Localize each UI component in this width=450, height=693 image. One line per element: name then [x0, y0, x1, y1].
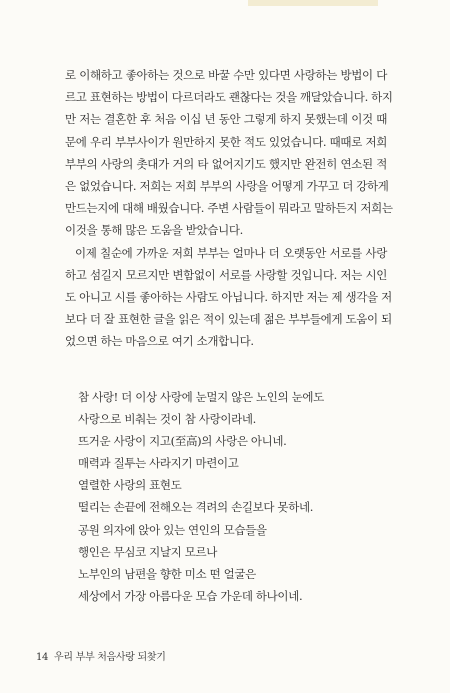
text-line: 만 저는 결혼한 후 처음 이십 년 동안 그렇게 하지 못했는데 이것 때: [65, 112, 387, 127]
poem-line: 열렬한 사랑의 표현도: [78, 478, 182, 493]
text-line: 도 아니고 시를 좋아하는 사람도 아닙니다. 하지만 저는 제 생각을 저: [65, 290, 392, 305]
poem-line: 매력과 질투는 사라지기 마련이고: [78, 456, 239, 471]
text-line: 은 없었습니다. 저희는 저희 부부의 사랑을 어떻게 가꾸고 더 강하게: [65, 179, 389, 194]
text-line: 만드는지에 대해 배웠습니다. 주변 사람들이 뭐라고 말하든지 저희는: [65, 201, 393, 216]
text-line: 부부의 사랑의 촛대가 거의 타 없어지기도 했지만 완전히 연소된 적: [65, 156, 387, 171]
page-footer: [36, 648, 166, 663]
body-text: [65, 64, 393, 353]
poem-line: 사랑으로 비춰는 것이 참 사랑이라네.: [78, 412, 256, 427]
page-number: 14: [36, 652, 49, 663]
text-line: 었으면 하는 마음으로 여기 소개합니다.: [65, 334, 254, 349]
poem-line: 세상에서 가장 아름다운 모습 가운데 하나이네.: [78, 588, 303, 603]
poem: [78, 386, 378, 607]
poem-line: 떨리는 손끝에 전해오는 격려의 손길보다 못하네.: [78, 500, 314, 515]
text-line: 로 이해하고 좋아하는 것으로 바꿀 수만 있다면 사랑하는 방법이 다: [65, 68, 387, 82]
poem-line: 노부인의 남편을 향한 미소 떤 얼굴은: [78, 566, 256, 581]
text-line: 르고 표현하는 방법이 다르더라도 괜찮다는 것을 깨달았습니다. 하지: [65, 90, 393, 105]
header-decoration: [248, 0, 378, 6]
text-line: 보다 더 잘 표현한 글을 읽은 적이 있는데 젊은 부부들에게 도움이 되: [65, 312, 392, 327]
poem-line: 뜨거운 사랑이 지고(至高)의 사랑은 아니네.: [78, 434, 287, 449]
poem-line: 공원 의자에 앉아 있는 연인의 모습들을: [78, 522, 267, 537]
paragraph-2: [65, 242, 392, 353]
text-line: 하고 섬길지 모르지만 변함없이 서로를 사랑할 것입니다. 저는 시인: [65, 267, 387, 282]
poem-line: 참 사랑! 더 이상 사랑에 눈멀지 않은 노인의 눈에도: [78, 390, 324, 404]
poem-line: 행인은 무심코 지날지 모르나: [78, 544, 218, 559]
running-title: 우리 부부 처음사랑 되찾기: [54, 652, 166, 663]
text-line: 문에 우리 부부사이가 원만하지 못한 적도 있었습니다. 때때로 저희: [65, 134, 387, 149]
text-line: 이제 칠순에 가까운 저희 부부는 얼마나 더 오랫동안 서로를 사랑: [75, 245, 387, 260]
paragraph-1: [65, 64, 393, 242]
text-line: 이것을 통해 많은 도움을 받았습니다.: [65, 223, 243, 238]
